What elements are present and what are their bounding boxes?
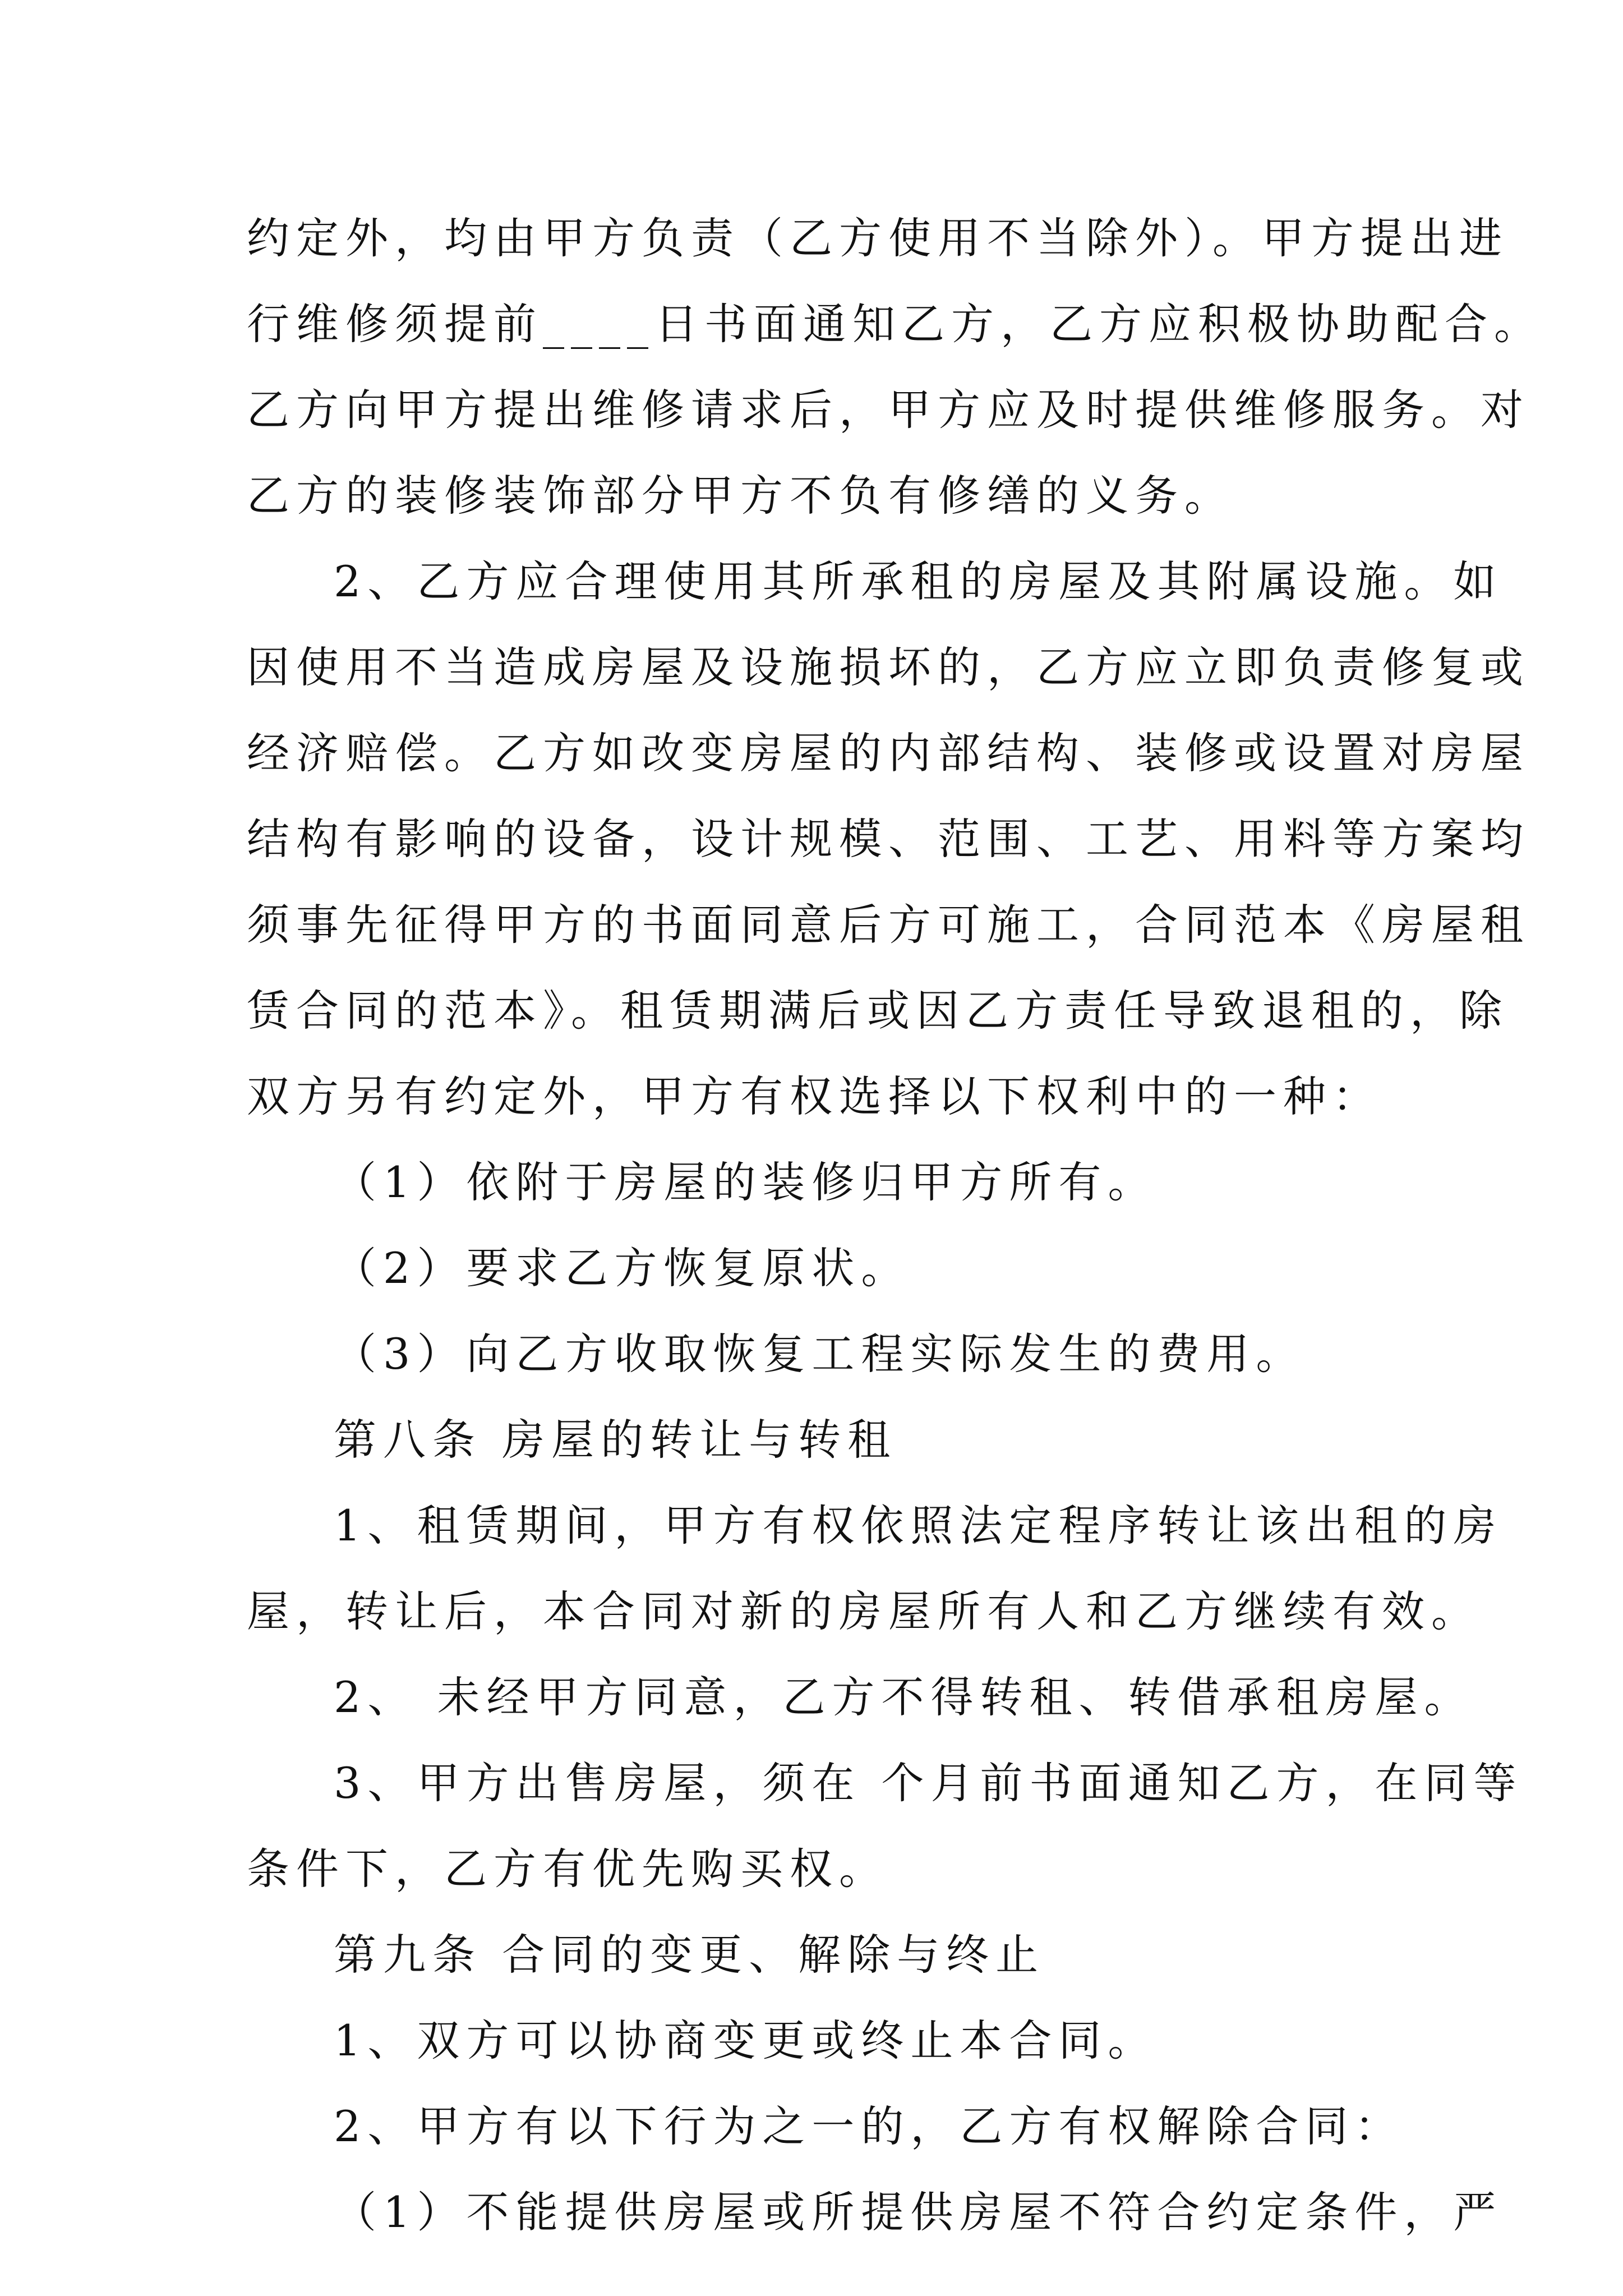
text-line: 行维修须提前____日书面通知乙方，乙方应积极协助配合。 (247, 299, 1543, 349)
text-line: 结构有影响的设备，设计规模、范围、工艺、用料等方案均 (247, 814, 1530, 864)
section-heading: 第九条 合同的变更、解除与终止 (334, 1930, 1045, 1980)
list-item: （3）向乙方收取恢复工程实际发生的费用。 (334, 1329, 1306, 1379)
text-line: 经济赔偿。乙方如改变房屋的内部结构、装修或设置对房屋 (247, 728, 1530, 778)
text-line: 赁合同的范本》。租赁期满后或因乙方责任导致退租的，除 (247, 986, 1509, 1036)
text-line: 2、 未经甲方同意，乙方不得转租、转借承租房屋。 (334, 1672, 1474, 1722)
text-line: 2、乙方应合理使用其所承租的房屋及其附属设施。如 (334, 556, 1503, 606)
text-line: 2、甲方有以下行为之一的，乙方有权解除合同： (334, 2101, 1404, 2151)
text-line: 3、甲方出售房屋，须在 个月前书面通知乙方，在同等 (334, 1758, 1523, 1808)
text-line: 乙方的装修装饰部分甲方不负有修缮的义务。 (247, 471, 1234, 521)
text-line: 约定外，均由甲方负责（乙方使用不当除外）。甲方提出进 (247, 213, 1509, 263)
text-line: 条件下，乙方有优先购买权。 (247, 1844, 888, 1894)
text-line: 因使用不当造成房屋及设施损坏的，乙方应立即负责修复或 (247, 642, 1530, 692)
list-item: （1）不能提供房屋或所提供房屋不符合约定条件，严 (334, 2187, 1503, 2237)
text-line: 屋，转让后，本合同对新的房屋所有人和乙方继续有效。 (247, 1586, 1481, 1636)
text-line: 双方另有约定外，甲方有权选择以下权利中的一种： (247, 1071, 1382, 1121)
section-heading: 第八条 房屋的转让与转租 (334, 1415, 897, 1465)
text-line: 1、双方可以协商变更或终止本合同。 (334, 2016, 1158, 2065)
list-item: （2）要求乙方恢复原状。 (334, 1243, 911, 1293)
text-line: 乙方向甲方提出维修请求后，甲方应及时提供维修服务。对 (247, 385, 1530, 435)
text-line: 1、租赁期间，甲方有权依照法定程序转让该出租的房 (334, 1501, 1503, 1550)
text-line: 须事先征得甲方的书面同意后方可施工，合同范本《房屋租 (247, 900, 1530, 950)
list-item: （1）依附于房屋的装修归甲方所有。 (334, 1157, 1158, 1207)
